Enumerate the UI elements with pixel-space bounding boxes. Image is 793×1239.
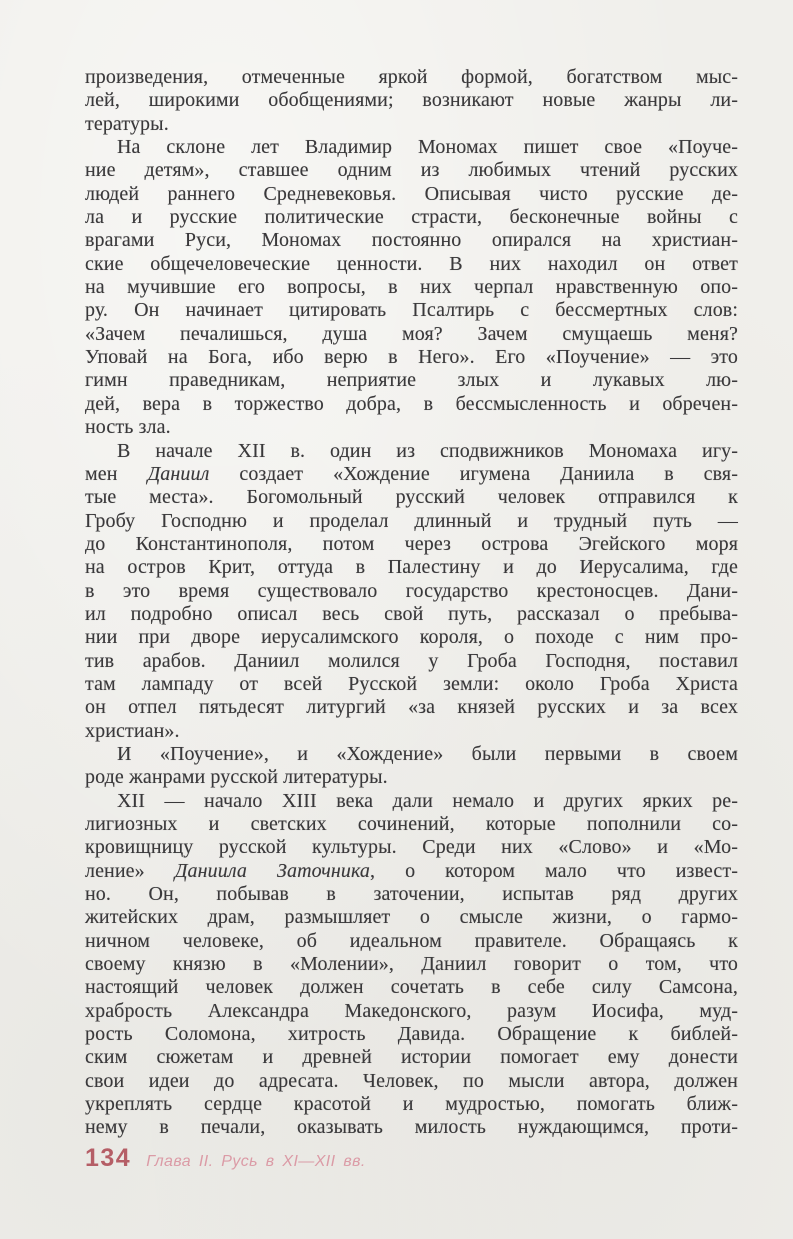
text-line: нему в печали, оказывать милость нуждающимся, проти- [85,1116,738,1139]
italic-term: Даниил [147,462,210,485]
text-line: XII — начало XIII века дали немало и других ярких ре- [117,789,738,812]
text-line: тые места». Богомольный русский человек отправился к [85,486,738,509]
text-line: кровищницу русской культуры. Среди них «Слово» и «Мо- [85,836,738,859]
text-line: гимн праведникам, неприятие злых и лукавых лю- [85,369,738,392]
text-line [85,463,738,486]
text-line: лей, широкими обобщениями; возникают новые жанры ли- [85,89,738,112]
text-line: ским сюжетам и древней истории помогает ему донести [85,1046,738,1069]
text-line: ские общечеловеческие ценности. В них находил он ответ [85,252,738,275]
text-line: тературы. [85,112,169,135]
text-line: В начале XII в. один из сподвижников Мономаха игу- [117,439,738,462]
text-line: ил подробно описал весь свой путь, рассказал о пребыва- [85,602,738,625]
text-line: людей раннего Средневековья. Описывая чисто русские де- [85,182,738,205]
text-line: он отпел пятьдесят литургий «за князей русских и за всех [85,696,738,719]
text-line: житейских драм, размышляет о смысле жизни, о гармо- [85,906,738,929]
text-line: на остров Крит, оттуда в Палестину и до Иерусалима, где [85,556,738,579]
text-line: дей, вера в торжество добра, в бессмысленность и обречен- [85,392,738,415]
text-line: врагами Руси, Мономах постоянно опирался на христиан- [85,229,738,252]
text-segment: ление» [85,859,175,882]
text-segment: мен [85,462,148,485]
text-line: И «Поучение», и «Хождение» были первыми в своем [117,742,738,765]
text-line [85,860,738,883]
text-segment: , о котором мало что извест- [370,859,738,882]
text-line: рость Соломона, хитрость Давида. Обращение к библей- [85,1023,738,1046]
text-line: своему князю в «Молении», Даниил говорит о том, что [85,953,738,976]
text-line: в это время существовало государство крестоносцев. Дани- [85,579,738,602]
text-line: свои идеи до адресата. Человек, по мысли автора, должен [85,1069,738,1092]
paragraph [85,66,738,136]
page-footer [85,1144,366,1173]
text-segment: создает «Хождение игумена Даниила в свя- [209,462,738,485]
text-line: до Константинополя, потом через острова Эгейского моря [85,532,738,555]
paragraph [85,440,738,743]
text-line: нии при дворе иерусалимского короля, о походе с ним про- [85,626,738,649]
text-line: но. Он, побывав в заточении, испытав ряд других [85,883,738,906]
text-line: роде жанрами русской литературы. [85,766,388,789]
italic-term: Даниила Заточника [174,859,371,882]
text-line: на мучившие его вопросы, в них черпал нравственную опо- [85,276,738,299]
text-line: настоящий человек должен сочетать в себе силу Самсона, [85,976,738,999]
text-line: ность зла. [85,416,171,439]
paragraph [85,136,738,439]
chapter-title: Глава II. Русь в XI—XII вв. [146,1153,366,1170]
body-text [85,66,738,1140]
text-line: Уповай на Бога, ибо верю в Него». Его «Поучение» — это [85,346,738,369]
text-line: ничном человеке, об идеальном правителе. Обращаясь к [85,929,738,952]
text-line: укреплять сердце красотой и мудростью, помогать ближ- [85,1093,738,1116]
text-line: ла и русские политические страсти, бесконечные войны с [85,206,738,229]
text-line: На склоне лет Владимир Мономах пишет свое «Поуче- [117,136,738,159]
text-line: христиан». [85,719,180,742]
text-line: ру. Он начинает цитировать Псалтирь с бессмертных слов: [85,299,738,322]
text-line: там лампаду от всей Русской земли: около Гроба Христа [85,672,738,695]
text-line: ние детям», ставшее одним из любимых чтений русских [85,159,738,182]
text-line: лигиозных и светских сочинений, которые пополнили со- [85,813,738,835]
text-line: Гробу Господню и проделал длинный и трудный путь — [85,509,738,532]
text-line: произведения, отмеченные яркой формой, богатством мыс- [85,66,738,88]
paragraph [85,743,738,790]
paragraph [85,790,738,1140]
page-number: 134 [85,1144,132,1172]
text-line: тив арабов. Даниил молился у Гроба Господня, поставил [85,649,738,672]
text-line: «Зачем печалишься, душа моя? Зачем смущаешь меня? [85,322,738,345]
text-line: храбрость Александра Македонского, разум Иосифа, муд- [85,999,738,1022]
